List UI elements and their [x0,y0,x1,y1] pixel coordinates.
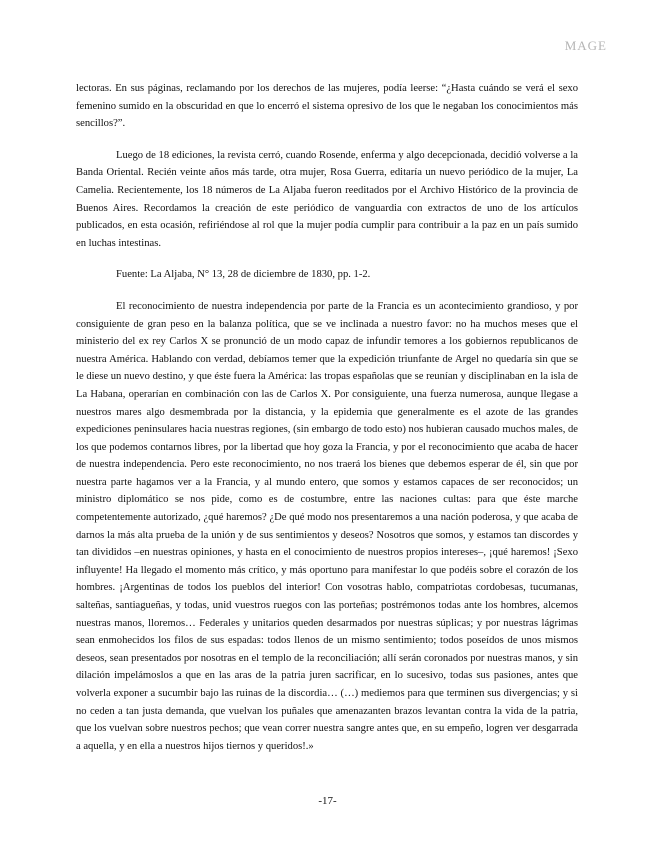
source-citation: Fuente: La Aljaba, N° 13, 28 de diciembre de 1830, pp. 1-2. [116,269,371,281]
paragraph-continuation: lectoras. En sus páginas, reclamando por los derechos de las mujeres, podía leerse: “¿Hasta cuándo se verá el sexo femenino sumido en la obscuridad en que lo encerró el sistema opresivo de los que le negaban los conocimientos más sencillos?”. [76,83,578,130]
page-number: -17- [318,795,337,807]
paragraph-quoted-article: El reconocimiento de nuestra independencia por parte de la Francia es un acontecimiento grandioso, y por consiguiente de gran peso en la balanza política, que se ve inclinada a nuestro favor: no ha muchos meses que el ministerio del ex rey Carlos X se pronunció de un modo capaz de infundir temores a los gobiernos republicanos de nuestra América. Hablando con verdad, debíamos temer que la expedición triunfante de Argel no quedaría sin que se le diese un nuevo destino, y que éste fuera la América: las tropas españolas que se reunían y disciplinaban en la isla de La Habana, operarían en combinación con las de Carlos X. Por consiguiente, una fuerza numerosa, aunque llegase a nuestros mares algo desmembrada por la distancia, y la epidemia que generalmente es el azote de las grandes expediciones peninsulares hacia nuestras regiones, (sin embargo de todo esto) nos hubieran causado muchos males, de los que podemos contarnos libres, por la libertad que hoy goza la Francia, y por el reconocimiento que acaba de hacer de nuestra independencia. Pero este reconocimiento, no nos traerá los bienes que debemos esperar de él, sin que por nuestra parte hagamos ver a la Francia, y al mundo entero, que somos y estamos capaces de ser reconocidos; un ministro diplomático se nos pide, como es de costumbre, entre las naciones cultas: para que éste marche competentemente autorizado, ¿qué haremos? ¿De qué modo nos presentaremos a una nación poderosa, y que acaba de darnos la más alta prueba de la unión y de sus sentimientos y deseos? Nosotros que somos, y estamos tan discordes y tan divididos –en nuestras opiniones, y hasta en el conocimiento de nuestros propios intereses–, ¡qué haremos! ¡Sexo influyente! Ha llegado el momento más crítico, y más oportuno para manifestar lo que podéis sobre el corazón de los hombres. ¡Argentinas de todos los pueblos del interior! Con vosotras hablo, compatriotas cordobesas, tucumanas, salteñas, santiagueñas, y todas, unid vuestros ruegos con las porteñas; postrémonos todas ante los hombres, alcemos nuestras manos, lloremos… Federales y unitarios queden desarmados por nuestras súplicas; y por nuestras lágrimas sean enmohecidos los filos de sus espadas: todos llenos de un mismo sentimiento; todos poseídos de unos mismos deseos, sean presentados por nosotras en el templo de la reconciliación; allí serán coronados por nuestras manos, y sin dilación impelámoslos a que en las aras de la patria juren sacrificar, en lo sucesivo, todas sus pasiones, antes que volverla exponer a sucumbir bajo las ruinas de la discordia… (…) mediemos para que terminen sus divergencias; y si no ceden a tan justa demanda, que vuelvan los puñales que amenazanten brazos levantan contra la vida de la patria, que los vuelvan sobre nuestros pechos; que vean correr nuestra sangre antes que, en su empeño, logren ver desgarrada a aquella, y en ella a nuestros hijos tiernos y queridos!.» [76,300,578,752]
page-body [76,80,578,769]
running-header: MAGE [564,38,607,53]
paragraph-la-aljaba-history: Luego de 18 ediciones, la revista cerró, cuando Rosende, enferma y algo decepcionada, decidió volverse a la Banda Oriental. Recién veinte años más tarde, otra mujer, Rosa Guerra, editaría un nuevo periódico de la mujer, La Camelia. Recientemente, los 18 números de La Aljaba fueron reeditados por el Archivo Histórico de la provincia de Buenos Aires. Recordamos la creación de este periódico de vanguardia con extractos de uno de los artículos publicados, en esta ocasión, refiriéndose al rol que la mujer podía cumplir para contribuir a la paz en un país sumido en luchas intestinas. [76,149,578,249]
